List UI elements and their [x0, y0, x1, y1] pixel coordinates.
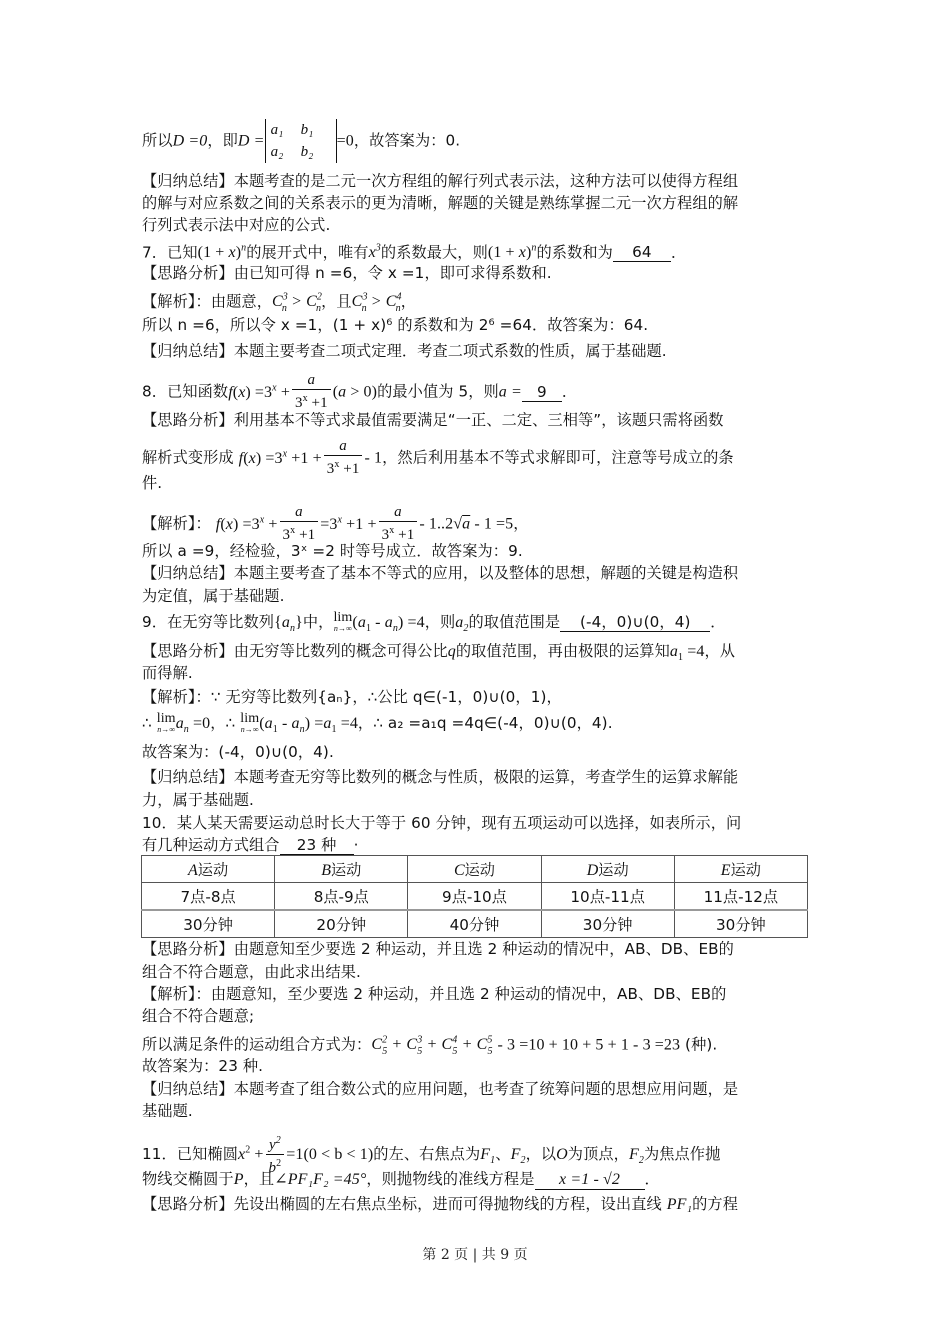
math: $F_2$	[510, 1146, 526, 1167]
math: O	[556, 1146, 568, 1163]
limit: lim n→∞	[240, 711, 260, 734]
text: ，且	[243, 1170, 275, 1188]
text: 中，	[302, 613, 334, 631]
limit: lim n→∞	[156, 711, 176, 734]
table-header-row	[142, 856, 808, 883]
text: 解析式变形成	[142, 448, 234, 467]
q8-solution: 【解析】： $f(x) =3^x$ + $\frac{a}{3^x +1}$ $=3^x +1$ + $\frac{a}{3^x +1}$ - 1..2√a - 1 =5，	[142, 504, 529, 543]
math: $a_1 =4$	[669, 643, 705, 664]
question-number: 11．	[142, 1145, 177, 1163]
question-number: 9．	[142, 613, 168, 631]
math: $x^3$	[368, 243, 381, 262]
table-cell: 9点-10点	[408, 883, 541, 911]
math: $(a_1 - a_n) =4$	[352, 614, 425, 635]
table-cell: 11点-12点	[674, 883, 807, 911]
text: ∴ a₂ =a₁q =4q∈(-4，0)∪(0，4).	[373, 714, 613, 732]
q10-answer-line: 故答案为：23 种.	[142, 1057, 264, 1075]
answer-blank: 23 种	[280, 836, 354, 855]
q9-solution-line-2: ∴ lim n→∞ $a_n =0$，∴ lim n→∞ $(a_1 - a_n) =a_1 =4$，∴ a₂ =a₁q =4q∈(-4，0)∪(0，4).	[142, 711, 613, 736]
q8-analysis-line-2	[142, 438, 734, 478]
q8-analysis-line-1: 【思路分析】利用基本不等式求最值需要满足“一正、二定、三相等”，该题只需将函数	[142, 411, 724, 429]
math: a =	[498, 383, 522, 401]
det-b1: b₁	[300, 122, 314, 138]
text: 物线交椭圆于	[142, 1170, 234, 1188]
math: $x^2$ +	[237, 1144, 264, 1163]
q6-summary-line-3: 行列式表示法中对应的公式.	[142, 216, 331, 234]
determinant	[265, 119, 337, 163]
table-row	[142, 910, 808, 938]
answer-blank: 64	[613, 243, 671, 262]
q10-summary-line-2: 基础题.	[142, 1102, 193, 1120]
text: ，则	[424, 613, 456, 631]
text: 的系数和为	[536, 243, 613, 262]
q8-summary-line-2: 为定值，属于基础题.	[142, 587, 285, 605]
page-footer: 第 2 页 | 共 9 页	[422, 1247, 528, 1263]
text: 【思路分析】由无穷等比数列的概念可得公比	[142, 642, 448, 660]
q8-stem: 8．已知函数$f(x) =3^x$ + $\frac{a}{3^x +1}$ (a > 0)的最小值为 5，则a = 9 ．	[142, 372, 578, 411]
text: 的系数最大，则	[380, 243, 488, 262]
q10-solution-line-2: 组合不符合题意;	[142, 1007, 255, 1025]
math: - 1	[364, 449, 383, 467]
question-number: 10．	[142, 814, 177, 832]
text: 为焦点作抛	[643, 1145, 721, 1163]
table-cell: B运动	[275, 856, 408, 883]
q9-solution-line-1: 【解析】：∵ 无穷等比数列{aₙ}，∴公比 q∈(-1，0)∪(0，1)，	[142, 688, 562, 706]
table-cell: 8点-9点	[275, 883, 408, 911]
q9-analysis-line-2: 而得解.	[142, 664, 193, 682]
table-cell: E运动	[674, 856, 807, 883]
fraction: $\frac{a}{3^x +1}$	[324, 438, 363, 478]
text: 的左、右焦点为	[373, 1145, 481, 1163]
text: 有几种运动方式组合	[142, 836, 280, 854]
text: (种).	[685, 1035, 718, 1054]
math: $C^2_5 + C^3_5 + C^4_5 + C^5_5$	[371, 1035, 493, 1057]
det-b2: b₂	[300, 144, 314, 160]
text: 【解析】：由题意，	[142, 292, 272, 311]
math: PF₁	[666, 1196, 693, 1213]
q10-stem-line-2: 有几种运动方式组合 23 种 ·	[142, 836, 359, 854]
table-row	[142, 883, 808, 911]
limit: lim n→∞	[333, 610, 353, 633]
answer-blank: x =1 - √2	[535, 1171, 645, 1190]
math: $f(x) =3^x$ +	[215, 514, 278, 533]
text: 所以满足条件的运动组合方式为：	[142, 1035, 372, 1054]
q8-analysis-line-3: 件.	[142, 474, 163, 492]
q6-summary-line-2: 的解与对应系数之间的关系表示的更为清晰，解题的关键是熟练掌握二元一次方程组的解	[142, 194, 739, 212]
q9-answer-line: 故答案为：(-4，0)∪(0，4).	[142, 743, 334, 761]
q9-summary-line-2: 力，属于基础题.	[142, 791, 254, 809]
math: $C^3_n > C^4_n$	[351, 292, 402, 314]
table-cell: D运动	[541, 856, 674, 883]
text: 的方程	[692, 1195, 739, 1213]
math: =0	[336, 132, 354, 150]
fraction: $\frac{a}{3^x +1}$	[379, 504, 418, 544]
math: P	[233, 1171, 244, 1188]
text: ，则抛物线的准线方程是	[366, 1170, 535, 1188]
det-a1: a₁	[270, 122, 284, 138]
q10-summary-line-1: 【归纳总结】本题考查了组合数公式的应用问题，也考查了统筹问题的思想应用问题，是	[142, 1080, 739, 1098]
q7-solution-line-2: 所以 n =6，所以令 x =1，(1 + x)⁶ 的系数和为 2⁶ =64．故答案为：64.	[142, 316, 649, 334]
q7-summary: 【归纳总结】本题主要考查二项式定理．考查二项式系数的性质，属于基础题.	[142, 342, 667, 360]
table-cell: C运动	[408, 856, 541, 883]
math: ∠PF₁F₂ =45°	[274, 1171, 367, 1188]
math: $(a_1 - a_n) =a_1 =4$	[259, 715, 358, 736]
q11-stem-line-2: 物线交椭圆于P，且∠PF₁F₂ =45°，则抛物线的准线方程是 x =1 - √2 ．	[142, 1170, 660, 1188]
table-cell: 10点-11点	[541, 883, 674, 911]
text: 某人某天需要运动总时长大于等于 60 分钟，现有五项运动可以选择，如表所示，问	[176, 814, 742, 832]
math: (a > 0)	[332, 383, 378, 401]
det-a2: a₂	[270, 144, 284, 160]
table-cell: 40分钟	[408, 910, 541, 938]
q6-conclusion-line	[142, 119, 460, 163]
text: 的展开式中，唯有	[246, 243, 369, 262]
math: q	[447, 643, 456, 660]
q8-solution-line-2: 所以 a =9，经检验，3ˣ =2 时等号成立．故答案为：9.	[142, 542, 523, 560]
q10-analysis-line-2: 组合不符合题意，由此求出结果.	[142, 963, 361, 981]
q11-analysis-line-1	[142, 1193, 738, 1216]
q10-solution-line-1: 【解析】：由题意知，至少要选 2 种运动，并且选 2 种运动的情况中，AB、DB、EB的	[142, 985, 727, 1003]
math: $C^3_n > C^2_n$	[272, 292, 322, 314]
text: 【解析】：	[142, 514, 211, 533]
table-cell: 20分钟	[275, 910, 408, 938]
table-cell: 30分钟	[674, 910, 807, 938]
math: $f(x) =3^x$ +	[228, 382, 290, 401]
sports-table	[141, 855, 808, 938]
fraction: $\frac{a}{3^x +1}$	[292, 372, 331, 412]
text: 为顶点，	[567, 1145, 629, 1163]
question-number: 7．	[142, 243, 168, 262]
text: ，以	[525, 1145, 557, 1163]
q6-summary-line-1: 【归纳总结】本题考查的是二元一次方程组的解行列式表示法，这种方法可以使得方程组	[142, 172, 739, 190]
fraction: $\frac{a}{3^x +1}$	[280, 504, 319, 544]
q9-stem: 9．在无穷等比数列$\{a_n\}$中，lim n→∞ $(a_1 - a_n) =4$，则$a_2$的取值范围是 (-4，0)∪(0，4) ．	[142, 610, 726, 635]
math: $\{a_n\}$	[274, 614, 303, 635]
math: D =0	[172, 132, 208, 150]
text: ，然后利用基本不等式求解即可，注意等号成立的条	[382, 448, 734, 467]
text: 在无穷等比数列	[167, 613, 275, 631]
text: 所以	[142, 131, 173, 150]
text: ，故答案为：0.	[353, 131, 461, 150]
math: $=3^x +1$ +	[320, 514, 377, 533]
math: - 1..2√a - 1 =5	[419, 515, 514, 533]
math: =1(0 < b < 1)	[286, 1146, 374, 1163]
q8-summary-line-1: 【归纳总结】本题主要考查了基本不等式的应用，以及整体的思想，解题的关键是构造积	[142, 564, 739, 582]
text: 的最小值为 5，则	[377, 382, 499, 401]
math: $(1 + x)^n$	[487, 243, 537, 262]
table-cell: 30分钟	[142, 910, 275, 938]
text: 已知	[167, 243, 198, 262]
answer-blank: (-4，0)∪(0，4)	[560, 613, 710, 632]
answer-blank: 9	[522, 383, 562, 402]
q11-stem-line-1: 11．已知椭圆$x^2$ + $\frac{y^2}{b^2}$ =1(0 < b < 1)的左、右焦点为$F_1$、$F_2$，以O为顶点，$F_2$为焦点作抛	[142, 1132, 720, 1177]
math: - 3 =10 + 10 + 5 + 1 - 3 =23	[497, 1036, 681, 1054]
text: 已知椭圆	[176, 1145, 238, 1163]
math: $F_2$	[628, 1146, 644, 1167]
fraction: $\frac{y^2}{b^2}$	[266, 1132, 285, 1177]
math: D =	[237, 132, 265, 150]
text: ，从	[704, 642, 736, 660]
math: $f(x) =3^x +1$ +	[238, 448, 322, 467]
text: 【思路分析】先设出椭圆的左右焦点坐标，进而可得抛物线的方程，设出直线	[142, 1195, 662, 1213]
q7-stem: 7．已知$(1 + x)^n$的展开式中，唯有$x^3$的系数最大，则$(1 + x)^n$的系数和为 64 ．	[142, 243, 687, 262]
table-cell: A运动	[142, 856, 275, 883]
text: 的取值范围，再由极限的运算知	[455, 642, 670, 660]
math: $a_n =0$	[175, 715, 211, 736]
table-cell: 7点-8点	[142, 883, 275, 911]
math: $(1 + x)^n$	[197, 243, 247, 262]
q9-analysis-line-1	[142, 640, 735, 669]
text: ，即	[207, 131, 238, 150]
q10-analysis-line-1: 【思路分析】由题意知至少要选 2 种运动，并且选 2 种运动的情况中，AB、DB、EB的	[142, 940, 734, 958]
q10-stem-line-1	[142, 812, 741, 834]
text: 已知函数	[167, 382, 229, 401]
table-cell: 30分钟	[541, 910, 674, 938]
question-number: 8．	[142, 382, 168, 401]
q9-summary-line-1: 【归纳总结】本题考查无穷等比数列的概念与性质，极限的运算，考查学生的运算求解能	[142, 768, 739, 786]
q7-analysis: 【思路分析】由已知可得 n =6，令 x =1，即可求得系数和.	[142, 264, 552, 282]
math: $a_2$	[455, 614, 469, 635]
q7-solution: 【解析】：由题意，$C^3_n > C^2_n$，且$C^3_n > C^4_n$，	[142, 292, 417, 314]
text: 的取值范围是	[468, 613, 561, 631]
math: $F_1$	[480, 1146, 496, 1167]
